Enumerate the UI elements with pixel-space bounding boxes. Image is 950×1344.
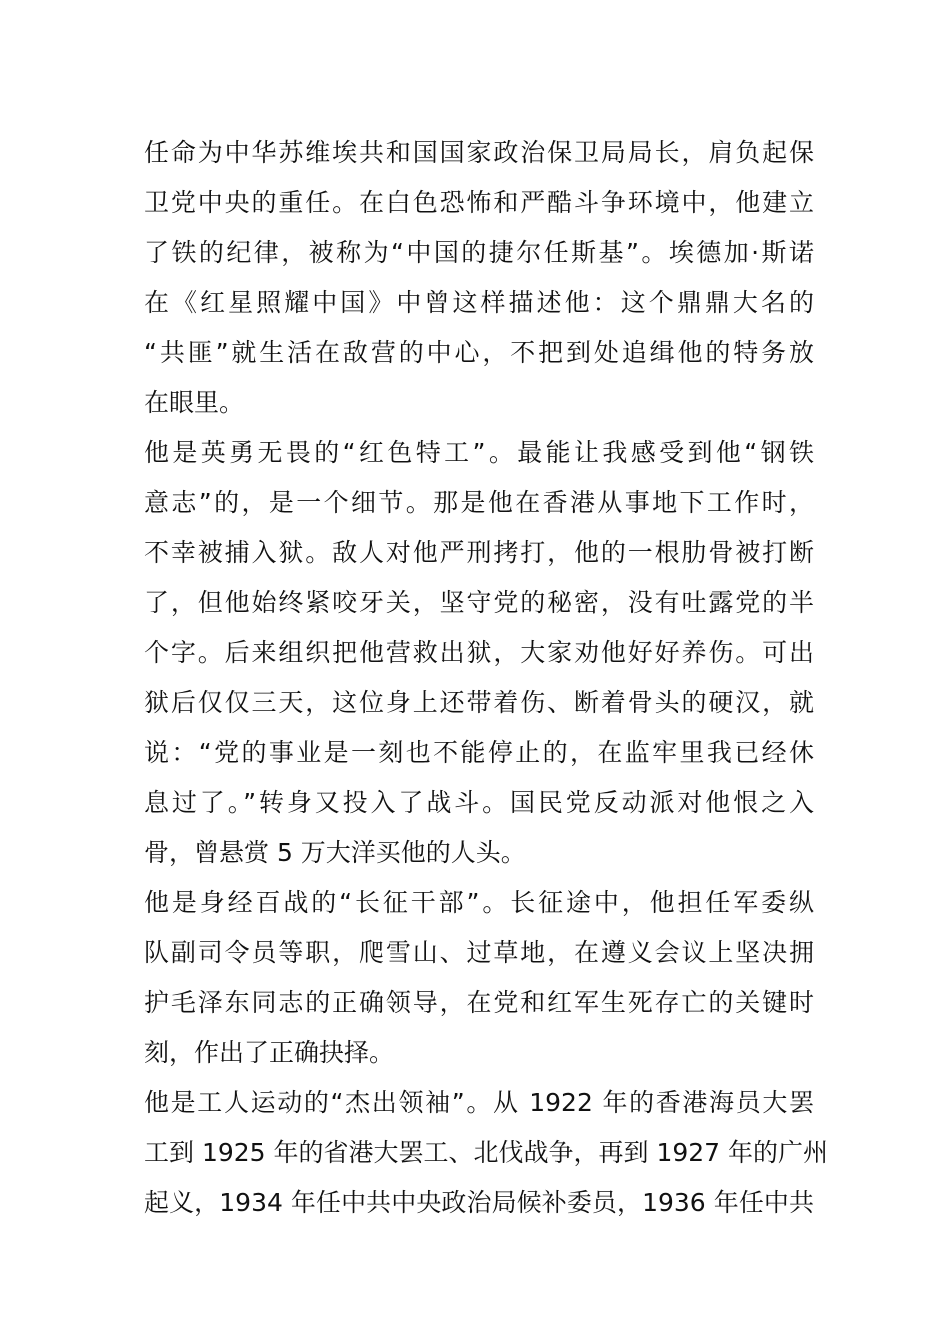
text-line: 在眼里。 [144,388,245,417]
text-line: 个字。后来组织把他营救出狱，大家劝他好好养伤。可出 [144,638,814,667]
text-line: 他是英勇无畏的“红色特工”。最能让我感受到他“钢铁 [144,438,814,467]
text-line: 在《红星照耀中国》中曾这样描述他：这个鼎鼎大名的 [144,288,814,317]
text-line: 护毛泽东同志的正确领导，在党和红军生死存亡的关键时 [144,988,814,1017]
text-line: 队副司令员等职，爬雪山、过草地，在遵义会议上坚决拥 [144,938,814,967]
text-line: 起义，1934 年任中共中央政治局候补委员，1936 年任中共 [144,1188,814,1217]
text-line: 刻，作出了正确抉择。 [144,1038,395,1067]
text-line: 狱后仅仅三天，这位身上还带着伤、断着骨头的硬汉，就 [144,688,814,717]
text-line: 任命为中华苏维埃共和国国家政治保卫局局长，肩负起保 [144,138,814,167]
text-line: 意志”的，是一个细节。那是他在香港从事地下工作时， [144,488,814,517]
text-line: 了，但他始终紧咬牙关，坚守党的秘密，没有吐露党的半 [144,588,814,617]
text-line: 说：“党的事业是一刻也不能停止的，在监牢里我已经休 [144,738,814,767]
body-text [144,128,829,1228]
text-line: 他是身经百战的“长征干部”。长征途中，他担任军委纵 [144,888,814,917]
text-line: 工到 1925 年的省港大罢工、北伐战争，再到 1927 年的广州 [144,1138,829,1167]
text-line: 他是工人运动的“杰出领袖”。从 1922 年的香港海员大罢 [144,1088,814,1117]
text-line: 了铁的纪律，被称为“中国的捷尔任斯基”。埃德加·斯诺 [144,238,814,267]
text-line: “共匪”就生活在敌营的中心，不把到处追缉他的特务放 [144,338,814,367]
text-line: 卫党中央的重任。在白色恐怖和严酷斗争环境中，他建立 [144,188,814,217]
text-line: 骨，曾悬赏 5 万大洋买他的人头。 [144,838,526,867]
text-line: 息过了。”转身又投入了战斗。国民党反动派对他恨之入 [144,788,814,817]
text-line: 不幸被捕入狱。敌人对他严刑拷打，他的一根肋骨被打断 [144,538,814,567]
